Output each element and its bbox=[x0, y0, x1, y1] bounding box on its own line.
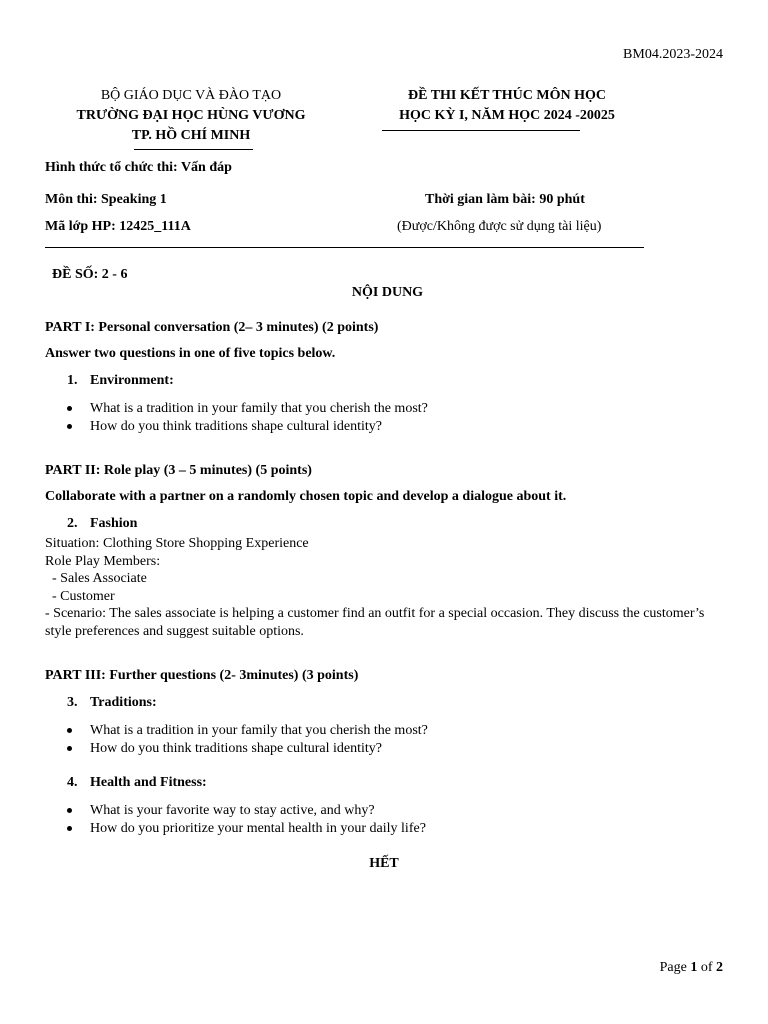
exam-number: ĐỀ SỐ: 2 - 6 bbox=[52, 267, 128, 282]
part1-instruction: Answer two questions in one of five topics below. bbox=[45, 346, 336, 361]
exam-form: Hình thức tổ chức thi: Vấn đáp bbox=[45, 160, 232, 175]
topic-number: 1. bbox=[67, 373, 78, 388]
subject: Môn thi: Speaking 1 bbox=[45, 192, 167, 207]
bullet-icon bbox=[67, 808, 72, 813]
end-mark: HẾT bbox=[369, 856, 399, 871]
total-pages: 2 bbox=[716, 960, 723, 975]
document-code: BM04.2023-2024 bbox=[623, 47, 723, 62]
member-customer: - Customer bbox=[45, 588, 115, 604]
header-left bbox=[45, 86, 337, 146]
scenario: - Scenario: The sales associate is helping a customer find an outfit for a special occasion. They discuss the customer’s style preferences and suggest suitable options. bbox=[45, 606, 705, 639]
health-question-list bbox=[90, 802, 426, 838]
bullet-icon bbox=[67, 728, 72, 733]
city-name: TP. HỒ CHÍ MINH bbox=[131, 128, 251, 143]
bullet-icon bbox=[67, 406, 72, 411]
header-left-underline bbox=[134, 149, 253, 150]
topic-title: Traditions: bbox=[90, 695, 157, 710]
topic-title: Fashion bbox=[90, 516, 138, 531]
part3-title: PART III: Further questions (2- 3minutes) (3 points) bbox=[45, 668, 359, 683]
class-code: Mã lớp HP: 12425_111A bbox=[45, 219, 191, 234]
list-item: How do you prioritize your mental health in your daily life? bbox=[90, 820, 426, 838]
member-sales-associate: - Sales Associate bbox=[45, 571, 147, 586]
topic-traditions bbox=[67, 695, 157, 711]
situation: Situation: Clothing Store Shopping Experience bbox=[45, 536, 309, 551]
bullet-icon bbox=[67, 424, 72, 429]
info-divider bbox=[45, 247, 644, 248]
ministry-name: BỘ GIÁO DỤC VÀ ĐÀO TẠO bbox=[100, 88, 282, 103]
traditions-question-list bbox=[90, 722, 428, 758]
content-title: NỘI DUNG bbox=[351, 285, 424, 300]
semester-line: HỌC KỲ I, NĂM HỌC 2024 -20025 bbox=[399, 108, 615, 123]
topic-title: Environment: bbox=[90, 373, 174, 388]
materials-note: (Được/Không được sử dụng tài liệu) bbox=[397, 219, 602, 234]
page-number: Page 1 of 2 bbox=[659, 960, 723, 975]
bullet-icon bbox=[67, 826, 72, 831]
university-name: TRƯỜNG ĐẠI HỌC HÙNG VƯƠNG bbox=[76, 108, 306, 123]
list-item: How do you think traditions shape cultural identity? bbox=[90, 418, 428, 436]
duration: Thời gian làm bài: 90 phút bbox=[425, 192, 585, 207]
part1-title: PART I: Personal conversation (2– 3 minutes) (2 points) bbox=[45, 320, 379, 335]
topic-health-fitness bbox=[67, 775, 207, 791]
topic-title: Health and Fitness: bbox=[90, 775, 207, 790]
header-right bbox=[362, 86, 652, 126]
exam-title: ĐỀ THI KẾT THÚC MÔN HỌC bbox=[408, 88, 606, 103]
current-page: 1 bbox=[690, 960, 698, 975]
topic-environment bbox=[67, 373, 174, 389]
topic-fashion bbox=[67, 516, 137, 532]
part2-instruction: Collaborate with a partner on a randomly chosen topic and develop a dialogue about it. bbox=[45, 489, 567, 504]
header-right-underline bbox=[382, 130, 580, 131]
bullet-icon bbox=[67, 746, 72, 751]
list-item: How do you think traditions shape cultural identity? bbox=[90, 740, 428, 758]
list-item: What is a tradition in your family that you cherish the most? bbox=[90, 722, 428, 740]
part1-question-list bbox=[90, 400, 428, 436]
list-item: What is a tradition in your family that you cherish the most? bbox=[90, 400, 428, 418]
list-item: What is your favorite way to stay active, and why? bbox=[90, 802, 426, 820]
part2-title: PART II: Role play (3 – 5 minutes) (5 points) bbox=[45, 463, 312, 478]
topic-number: 2. bbox=[67, 516, 78, 531]
topic-number: 4. bbox=[67, 775, 78, 790]
topic-number: 3. bbox=[67, 695, 78, 710]
role-play-block bbox=[45, 535, 725, 640]
members-label: Role Play Members: bbox=[45, 553, 161, 569]
